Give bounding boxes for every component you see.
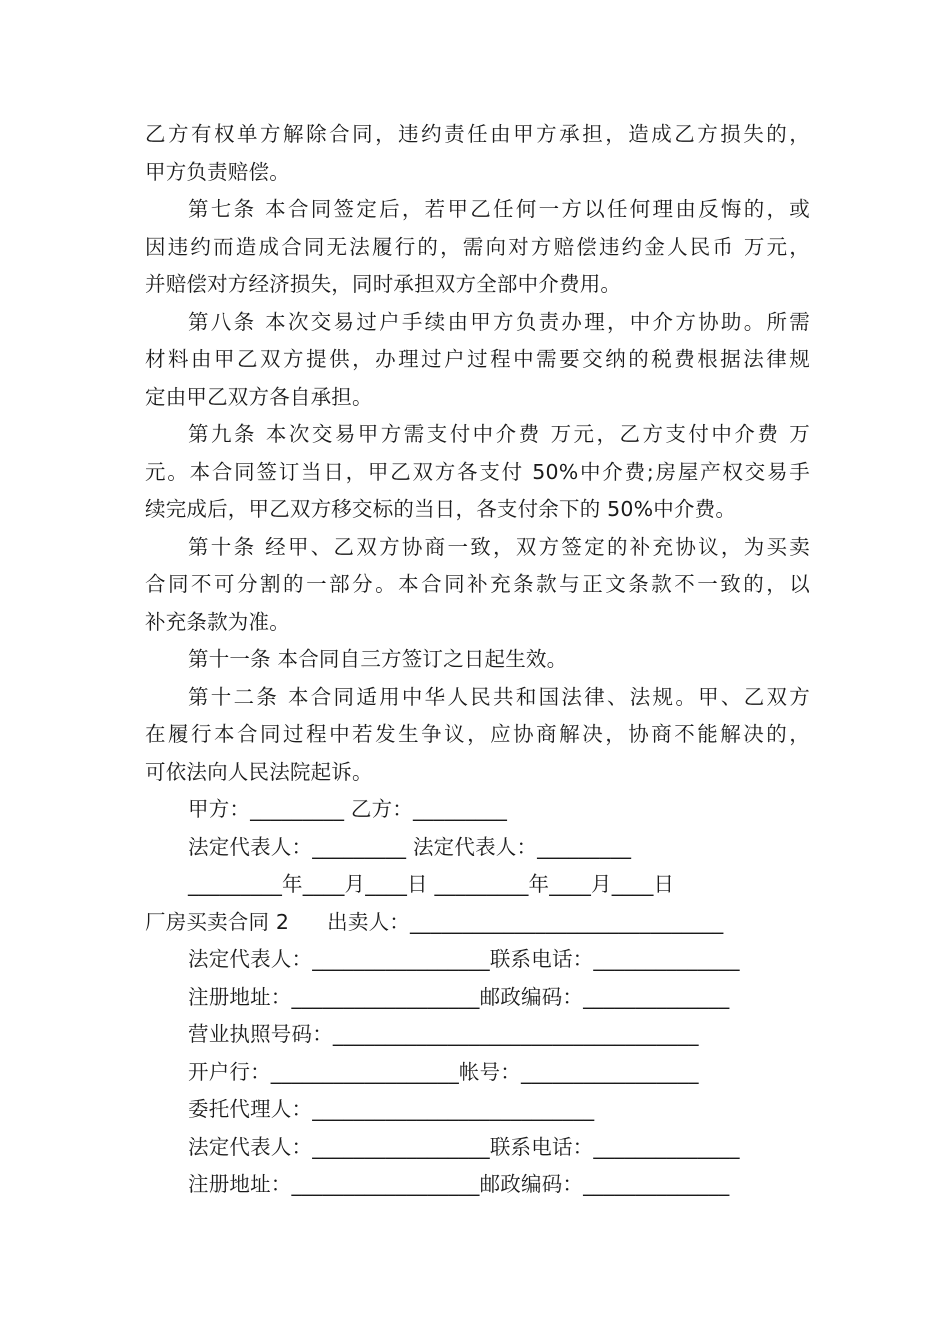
article-9-line: 元。本合同签订当日，甲乙双方各支付 50%中介费;房屋产权交易手 xyxy=(145,459,810,484)
contract-2-field: 法定代表人：_________________联系电话：______________ xyxy=(188,1134,740,1159)
paragraph-line: 甲方负责赔偿。 xyxy=(145,159,290,184)
paragraph-line: 乙方有权单方解除合同，违约责任由甲方承担，造成乙方损失的， xyxy=(145,122,810,146)
article-10-line: 合同不可分割的一部分。本合同补充条款与正文条款不一致的，以 xyxy=(145,572,810,596)
signature-date-line: _________年____月____日 _________年____月____日 xyxy=(188,872,675,896)
article-7-line: 因违约而造成合同无法履行的，需向对方赔偿违约金人民币 万元， xyxy=(145,234,810,259)
article-8-line: 定由甲乙双方各自承担。 xyxy=(145,384,373,409)
signature-representatives-line: 法定代表人：_________ 法定代表人：_________ xyxy=(188,834,632,859)
article-10-line: 补充条款为准。 xyxy=(145,609,290,634)
article-7-line: 第七条 本合同签定后，若甲乙任何一方以任何理由反悔的，或 xyxy=(188,197,810,221)
contract-2-field: 开户行：__________________帐号：_________________ xyxy=(188,1059,699,1084)
article-12-line: 在履行本合同过程中若发生争议，应协商解决，协商不能解决的， xyxy=(145,722,810,746)
article-10-line: 第十条 经甲、乙双方协商一致，双方签定的补充协议，为买卖 xyxy=(188,534,810,559)
article-9-line: 第九条 本次交易甲方需支付中介费 万元，乙方支付中介费 万 xyxy=(188,422,810,446)
contract-2-field: 营业执照号码：___________________________________ xyxy=(188,1022,699,1046)
contract-2-field: 委托代理人：___________________________ xyxy=(188,1097,595,1121)
contract-2-field: 注册地址：__________________邮政编码：______________ xyxy=(188,1172,730,1196)
signature-parties-line: 甲方：_________ 乙方：_________ xyxy=(188,797,508,821)
article-9-line: 续完成后，甲乙双方移交标的当日，各支付余下的 50%中介费。 xyxy=(145,497,737,521)
article-8-line: 第八条 本次交易过户手续由甲方负责办理，中介方协助。所需 xyxy=(188,309,810,334)
contract-2-header-line xyxy=(145,904,810,942)
seller-field: 出卖人：______________________________ xyxy=(327,909,724,934)
contract-2-field: 注册地址：__________________邮政编码：______________ xyxy=(188,984,730,1009)
contract-2-title: 厂房买卖合同 2 xyxy=(145,909,290,934)
article-7-line: 并赔偿对方经济损失，同时承担双方全部中介费用。 xyxy=(145,272,622,296)
article-8-line: 材料由甲乙双方提供，办理过户过程中需要交纳的税费根据法律规 xyxy=(145,347,810,371)
article-12-line: 第十二条 本合同适用中华人民共和国法律、法规。甲、乙双方 xyxy=(188,684,810,709)
article-12-line: 可依法向人民法院起诉。 xyxy=(145,759,373,784)
article-11-line: 第十一条 本合同自三方签订之日起生效。 xyxy=(188,647,568,671)
contract-2-field: 法定代表人：_________________联系电话：______________ xyxy=(188,947,740,971)
document-body xyxy=(145,116,810,1204)
